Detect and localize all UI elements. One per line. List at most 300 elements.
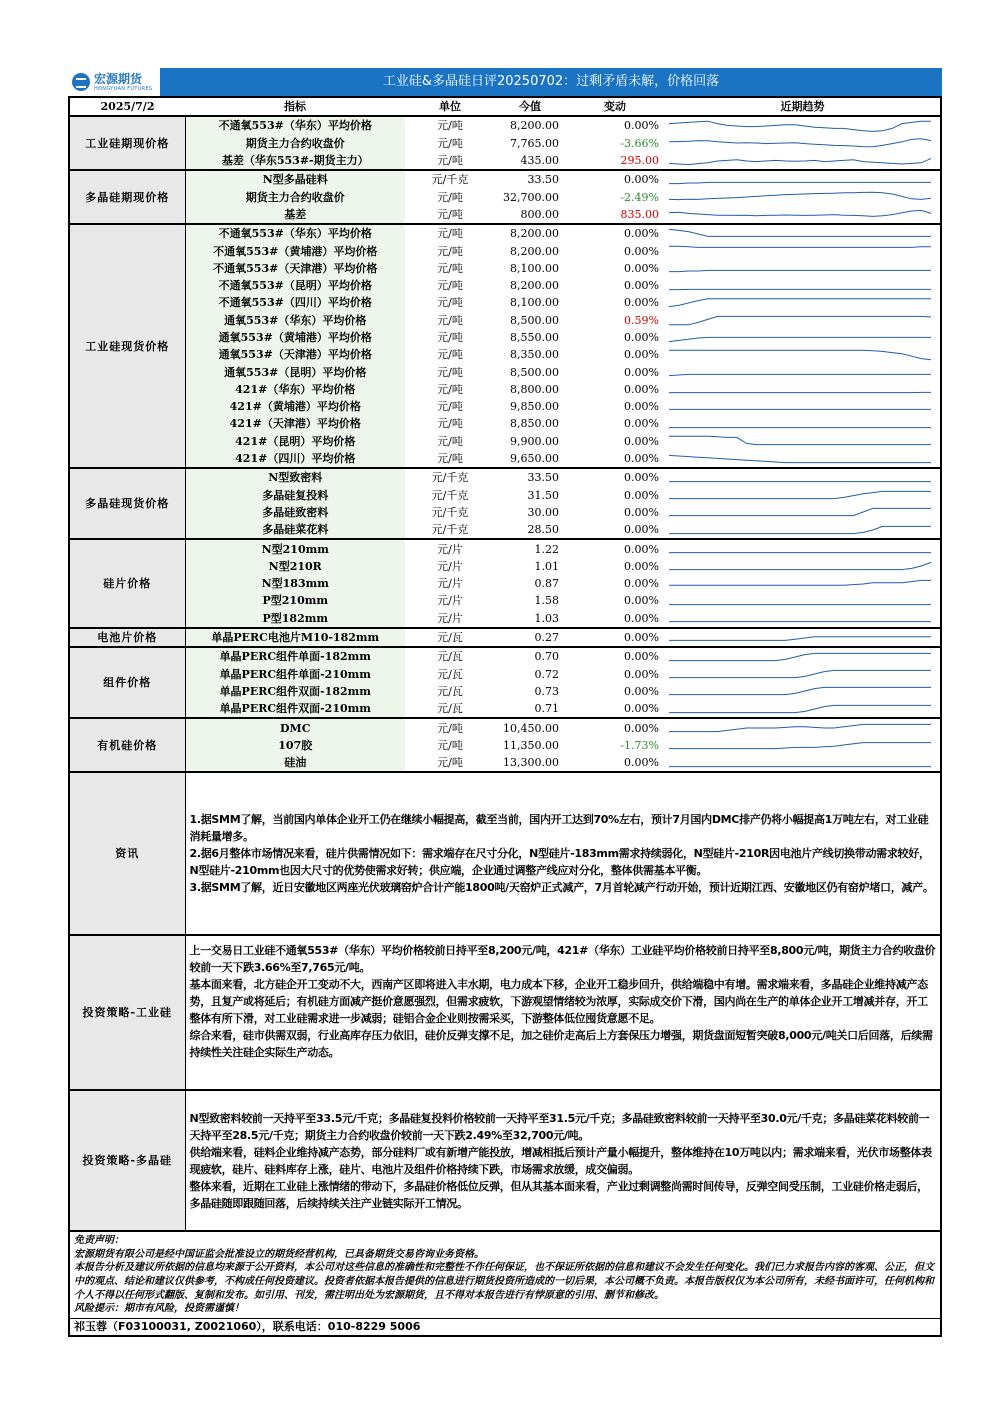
indicator-name: 通氧553#（黄埔港）平均价格	[185, 329, 405, 346]
unit-cell: 元/吨	[405, 116, 495, 134]
value-cell: 0.87	[534, 577, 559, 591]
value-cell: 0.73	[534, 684, 559, 698]
indicator-name: 单晶PERC组件双面-182mm	[185, 683, 405, 700]
value-cell: 8,200.00	[495, 224, 565, 242]
sparkline-cell	[665, 647, 940, 665]
table-row	[70, 312, 940, 329]
sparkline-path	[669, 211, 931, 217]
unit-cell: 元/片	[437, 559, 463, 573]
sparkline-cell	[665, 433, 940, 450]
table-row	[70, 575, 940, 592]
sparkline-chart	[665, 172, 935, 188]
sparkline-cell	[665, 224, 940, 242]
unit-cell: 元/吨	[437, 244, 463, 258]
unit-cell: 元/吨	[405, 224, 495, 242]
sparkline-chart	[665, 381, 935, 397]
table-body	[70, 116, 940, 771]
value-cell: 800.00	[520, 207, 559, 221]
value-cell: 0.70	[495, 647, 565, 665]
sparkline-path	[669, 182, 931, 183]
unit-cell: 元/吨	[437, 400, 463, 414]
sparkline-path	[669, 526, 931, 533]
disclaimer-line: 宏源期货有限公司是经中国证监会批准设立的期货经营机构，已具备期货交易咨询业务资格。	[74, 1248, 484, 1260]
unit-cell: 元/瓦	[437, 684, 463, 698]
change-cell: 0.00%	[565, 628, 665, 647]
strategy-si-paragraph: 综合来看，硅市供需双弱，行业高库存压力依旧，硅价反弹支撑不足，加之硅价走高后上方套保压力增强，期货盘面短暂突破8,000元/吨关口后回落，后续需持续性关注硅企实际生产动态。	[189, 1029, 933, 1060]
unit-cell: 元/千克	[431, 488, 469, 502]
table-row	[70, 718, 940, 736]
value-cell: 13,300.00	[503, 756, 559, 770]
sparkline-cell	[665, 294, 940, 311]
unit-cell: 元/吨	[437, 452, 463, 466]
indicator-name: 通氧553#（华东）平均价格	[185, 312, 405, 329]
change-cell: 0.00%	[624, 684, 659, 698]
unit-cell: 元/瓦	[405, 647, 495, 665]
strategy-si-paragraph: 基本面来看，北方硅企开工变动不大，西南产区即将进入丰水期，电力成本下移，企业开工稳步回升，供给端稳中有增。需求端来看，多晶硅企业维持减产态势，且复产或将延后；有机硅方面减产挺价意愿强烈，但需求疲软，下游观望情绪较为浓厚，实际成交价下滑，国内尚在生产的单体企业开工增减并存，开工整体有所下滑，对工业硅需求进一步减弱；硅铝合金企业则按需采买，下游整体低位囤货意愿不足。	[189, 978, 928, 1026]
company-logo	[68, 68, 158, 96]
sparkline-chart	[665, 118, 935, 134]
change-cell: 0.00%	[624, 434, 659, 448]
disclaimer	[70, 1230, 940, 1318]
indicator-name: 单晶PERC组件双面-210mm	[185, 700, 405, 718]
unit-cell: 元/吨	[437, 434, 463, 448]
sparkline-cell	[665, 206, 940, 224]
sparkline-path	[669, 229, 931, 236]
change-cell: 0.00%	[624, 417, 659, 431]
sparkline-cell	[665, 718, 940, 736]
change-cell: 0.00%	[565, 718, 665, 736]
report-title: 工业硅&多晶硅日评20250702：过剩矛盾未解，价格回落	[160, 68, 942, 96]
sparkline-chart	[665, 558, 935, 574]
table-row	[70, 242, 940, 259]
strategy-poly-paragraph: 整体来看，近期在工业硅上涨情绪的带动下，多晶硅价格低位反弹，但从其基本面来看，产业过剩调整尚需时间传导，反弹空间受压制，工业硅价格走弱后，多晶硅随即跟随回落，后续持续关注产业链实际开工情况。	[189, 1179, 928, 1210]
table-row	[70, 521, 940, 539]
change-cell: 0.00%	[624, 296, 659, 310]
unit-cell: 元/吨	[437, 756, 463, 770]
sparkline-path	[669, 337, 931, 341]
strategy-si-paragraph: 上一交易日工业硅不通氧553#（华东）平均价格较前日持平至8,200元/吨，421#（华东）工业硅平均价格较前日持平至8,800元/吨，期货主力合约收盘价较前一天下跌3.66%至7,765元/吨。	[189, 944, 936, 975]
sparkline-cell	[665, 575, 940, 592]
change-cell: 0.00%	[624, 400, 659, 414]
sparkline-path	[669, 299, 931, 307]
table-row	[70, 135, 940, 152]
indicator-name: 不通氧553#（华东）平均价格	[185, 224, 405, 242]
logo-text-en: HONGYUAN FUTURES	[94, 85, 153, 92]
value-cell: 31.50	[527, 488, 559, 502]
sparkline-cell	[665, 558, 940, 575]
header-today: 今值	[495, 98, 565, 116]
sparkline-chart	[665, 666, 935, 682]
sparkline-chart	[665, 295, 935, 311]
change-cell: 0.00%	[624, 488, 659, 502]
indicator-name: 通氧553#（昆明）平均价格	[185, 363, 405, 380]
sparkline-path	[669, 271, 931, 272]
sparkline-path	[669, 653, 931, 660]
value-cell: 0.27	[495, 628, 565, 647]
unit-cell: 元/吨	[437, 154, 463, 168]
change-cell: 0.00%	[624, 756, 659, 770]
unit-cell: 元/片	[437, 611, 463, 625]
unit-cell: 元/千克	[405, 468, 495, 486]
sparkline-cell	[665, 329, 940, 346]
sparkline-path	[669, 705, 931, 712]
indicator-name: N型210R	[185, 558, 405, 575]
sparkline-cell	[665, 468, 940, 486]
table-row	[70, 329, 940, 346]
sparkline-path	[669, 350, 931, 360]
report-header	[68, 68, 942, 96]
unit-cell: 元/瓦	[405, 628, 495, 647]
sparkline-chart	[665, 470, 935, 486]
change-cell: 0.00%	[624, 382, 659, 396]
value-cell: 1.03	[534, 611, 559, 625]
strategy-poly-body	[185, 1090, 940, 1230]
header-indicator: 指标	[185, 98, 405, 116]
sparkline-cell	[665, 312, 940, 329]
unit-cell: 元/吨	[437, 279, 463, 293]
table-row	[70, 610, 940, 628]
unit-cell: 元/千克	[405, 170, 495, 188]
indicator-name: 多晶硅菜花料	[185, 521, 405, 539]
value-cell: 7,765.00	[510, 136, 559, 150]
sparkline-cell	[665, 521, 940, 539]
value-cell: 28.50	[527, 523, 559, 537]
table-row	[70, 433, 940, 450]
unit-cell: 元/吨	[437, 261, 463, 275]
sparkline-cell	[665, 415, 940, 432]
sparkline-chart	[665, 610, 935, 626]
indicator-name: 不通氧553#（华东）平均价格	[185, 116, 405, 134]
news-paragraph: 3.据SMM了解，近日安徽地区两座光伏玻璃窑炉合计产能1800吨/天窑炉正式减产，7月首轮减产行动开始，预计近期江西、安徽地区仍有窑炉堵口，减产。	[189, 881, 934, 895]
sparkline-chart	[665, 522, 935, 538]
change-cell: 0.00%	[624, 667, 659, 681]
change-cell: 0.00%	[565, 170, 665, 188]
sparkline-cell	[665, 170, 940, 188]
sparkline-chart	[665, 755, 935, 771]
sparkline-cell	[665, 504, 940, 521]
change-cell: 0.00%	[565, 468, 665, 486]
sparkline-cell	[665, 666, 940, 683]
indicator-name: 421#（华东）平均价格	[185, 381, 405, 398]
sparkline-cell	[665, 539, 940, 557]
sparkline-chart	[665, 243, 935, 259]
sparkline-path	[669, 192, 931, 199]
indicator-name: 单晶PERC电池片M10-182mm	[185, 628, 405, 647]
change-cell: 0.00%	[624, 261, 659, 275]
disclaimer-line: 本报告分析及建议所依据的信息均来源于公开资料，本公司对这些信息的准确性和完整性不作任何保证，也不保证所依据的信息和建议不会发生任何变化。我们已力求报告内容的客观、公正，但文中的观点、结论和建议仅供参考，不构成任何投资建议。投资者依据本报告提供的信息进行期货投资所造成的一切后果，本公司概不负责。本报告版权仅为本公司所有，未经书面许可，任何机构和个人不得以任何形式翻版、复制和发布。如引用、刊发，需注明出处为宏源期货，且不得对本报告进行有悖原意的引用、删节和修改。	[74, 1262, 934, 1301]
header-unit: 单位	[405, 98, 495, 116]
sparkline-cell	[665, 116, 940, 134]
value-cell: 11,350.00	[503, 738, 559, 752]
value-cell: 10,450.00	[495, 718, 565, 736]
table-row	[70, 398, 940, 415]
table-row	[70, 152, 940, 170]
strategy-poly-paragraph: 供给端来看，硅料企业维持减产态势，部分硅料厂或有新增产能投放，增减相抵后预计产量小幅提升，整体维持在10万吨以内；需求端来看，光伏市场整体表现疲软，硅片、硅料库存上涨，硅片、电池片及组件价格持续下跌，市场需求放缓，成交偏弱。	[189, 1145, 932, 1176]
sparkline-chart	[665, 135, 935, 151]
sparkline-chart	[665, 487, 935, 503]
change-cell: 0.00%	[624, 611, 659, 625]
indicator-name: 不通氧553#（昆明）平均价格	[185, 277, 405, 294]
logo-icon	[72, 73, 90, 91]
change-cell: 0.00%	[624, 702, 659, 716]
indicator-name: 单晶PERC组件单面-182mm	[185, 647, 405, 665]
logo-text-cn: 宏源期货	[94, 71, 143, 86]
sparkline-cell	[665, 737, 940, 754]
sparkline-path	[669, 509, 931, 516]
price-table	[70, 98, 940, 771]
sparkline-cell	[665, 242, 940, 259]
sparkline-path	[669, 724, 931, 731]
table-row	[70, 666, 940, 683]
sparkline-path	[669, 563, 931, 570]
sparkline-chart	[665, 347, 935, 363]
indicator-name: 421#（黄埔港）平均价格	[185, 398, 405, 415]
indicator-name: 基差（华东553#-期货主力）	[185, 152, 405, 170]
change-cell: 0.00%	[624, 348, 659, 362]
header-trend: 近期趋势	[665, 98, 940, 116]
change-cell: -3.66%	[620, 136, 659, 150]
indicator-name: 421#（天津港）平均价格	[185, 415, 405, 432]
unit-cell: 元/吨	[437, 417, 463, 431]
table-row	[70, 700, 940, 718]
sparkline-path	[669, 158, 931, 164]
strategy-si-body	[185, 935, 940, 1090]
table-row	[70, 647, 940, 665]
report-page	[68, 68, 942, 1337]
unit-cell: 元/吨	[437, 365, 463, 379]
value-cell: 9,650.00	[510, 452, 559, 466]
sparkline-path	[669, 436, 931, 444]
table-row	[70, 558, 940, 575]
news-paragraph: 1.据SMM了解，当前国内单体企业开工仍在继续小幅提高，截至当前，国内开工达到70%左右，预计7月国内DMC排产仍将小幅提高1万吨左右，对工业硅消耗量增多。	[189, 813, 929, 844]
analyst-contact: 祁玉蓉（F03100031, Z0021060），联系电话：010-8229 5006	[70, 1318, 940, 1335]
table-row	[70, 346, 940, 363]
unit-cell: 元/吨	[437, 382, 463, 396]
unit-cell: 元/吨	[437, 331, 463, 344]
value-cell: 33.50	[495, 170, 565, 188]
sparkline-chart	[665, 312, 935, 328]
unit-cell: 元/片	[437, 594, 463, 608]
strategy-si-section	[70, 935, 940, 1090]
change-cell: 0.00%	[624, 523, 659, 537]
table-row	[70, 294, 940, 311]
table-row	[70, 683, 940, 700]
change-cell: 0.00%	[624, 279, 659, 293]
table-row	[70, 754, 940, 771]
value-cell: 8,550.00	[510, 331, 559, 344]
value-cell: 9,900.00	[510, 434, 559, 448]
strategy-poly-paragraph: N型致密料较前一天持平至33.5元/千克；多晶硅复投料价格较前一天持平至31.5元/千克；多晶硅致密料较前一天持平至30.0元/千克；多晶硅菜花料较前一天持平至28.5元/千克；期货主力合约收盘价较前一天下跌2.49%至32,700元/吨。	[189, 1111, 930, 1142]
sparkline-chart	[665, 433, 935, 449]
unit-cell: 元/片	[437, 577, 463, 591]
change-cell: -1.73%	[620, 738, 659, 752]
indicator-name: 不通氧553#（四川）平均价格	[185, 294, 405, 311]
value-cell: 8,350.00	[510, 348, 559, 362]
indicator-name: N型致密料	[185, 468, 405, 486]
change-cell: 295.00	[620, 154, 659, 168]
strategy-si-category: 投资策略-工业硅	[70, 935, 185, 1090]
indicator-name: N型多晶硅料	[185, 170, 405, 188]
indicator-name: 不通氧553#（天津港）平均价格	[185, 260, 405, 277]
sparkline-cell	[665, 754, 940, 771]
unit-cell: 元/吨	[437, 136, 463, 150]
value-cell: 8,500.00	[510, 365, 559, 379]
unit-cell: 元/吨	[437, 207, 463, 221]
table-row	[70, 277, 940, 294]
sparkline-cell	[665, 277, 940, 294]
change-cell: 0.00%	[565, 539, 665, 557]
sparkline-chart	[665, 593, 935, 609]
group-category: 电池片价格	[70, 628, 185, 647]
unit-cell: 元/吨	[437, 348, 463, 362]
unit-cell: 元/吨	[405, 718, 495, 736]
sparkline-cell	[665, 683, 940, 700]
value-cell: 8,200.00	[510, 244, 559, 258]
unit-cell: 元/瓦	[437, 667, 463, 681]
indicator-name: 单晶PERC组件单面-210mm	[185, 666, 405, 683]
indicator-name: 硅油	[185, 754, 405, 771]
value-cell: 9,850.00	[510, 400, 559, 414]
text-sections	[70, 771, 940, 1230]
sparkline-chart	[665, 649, 935, 665]
indicator-name: 421#（昆明）平均价格	[185, 433, 405, 450]
sparkline-cell	[665, 346, 940, 363]
indicator-name: 107胶	[185, 737, 405, 754]
value-cell: 0.71	[534, 702, 559, 716]
sparkline-cell	[665, 628, 940, 647]
table-row	[70, 363, 940, 380]
group-category: 多晶硅现货价格	[70, 468, 185, 539]
sparkline-path	[669, 317, 931, 325]
unit-cell: 元/吨	[437, 296, 463, 310]
sparkline-path	[669, 121, 931, 131]
value-cell: 32,700.00	[503, 190, 559, 204]
sparkline-path	[669, 636, 931, 640]
strategy-poly-section	[70, 1090, 940, 1230]
table-row	[70, 468, 940, 486]
sparkline-cell	[665, 152, 940, 170]
value-cell: 1.01	[534, 559, 559, 573]
sparkline-chart	[665, 330, 935, 346]
sparkline-chart	[665, 541, 935, 557]
unit-cell: 元/千克	[431, 505, 469, 519]
value-cell: 8,500.00	[510, 313, 559, 327]
value-cell: 8,850.00	[510, 417, 559, 431]
table-row	[70, 592, 940, 609]
change-cell: 0.00%	[624, 559, 659, 573]
indicator-name: P型210mm	[185, 592, 405, 609]
indicator-name: 基差	[185, 206, 405, 224]
sparkline-path	[669, 743, 931, 749]
unit-cell: 元/吨	[437, 313, 463, 327]
value-cell: 435.00	[520, 154, 559, 168]
sparkline-cell	[665, 700, 940, 718]
table-row	[70, 116, 940, 134]
sparkline-path	[669, 246, 931, 247]
header-date: 2025/7/2	[70, 98, 185, 116]
change-cell: 0.00%	[624, 452, 659, 466]
table-row	[70, 539, 940, 557]
table-header-row	[70, 98, 940, 116]
sparkline-path	[669, 492, 931, 499]
group-category: 有机硅价格	[70, 718, 185, 771]
strategy-poly-category: 投资策略-多晶硅	[70, 1090, 185, 1230]
table-row	[70, 504, 940, 521]
value-cell: 0.72	[534, 667, 559, 681]
change-cell: 0.00%	[624, 594, 659, 608]
indicator-name: 不通氧553#（黄埔港）平均价格	[185, 242, 405, 259]
sparkline-chart	[665, 226, 935, 242]
sparkline-chart	[665, 189, 935, 205]
sparkline-chart	[665, 504, 935, 520]
table-row	[70, 170, 940, 188]
group-category: 硅片价格	[70, 539, 185, 627]
sparkline-chart	[665, 737, 935, 753]
sparkline-cell	[665, 487, 940, 504]
change-cell: 0.00%	[624, 505, 659, 519]
report-frame	[68, 96, 942, 1337]
sparkline-path	[669, 455, 931, 462]
indicator-name: 通氧553#（天津港）平均价格	[185, 346, 405, 363]
table-row	[70, 737, 940, 754]
value-cell: 30.00	[527, 505, 559, 519]
table-row	[70, 450, 940, 468]
value-cell: 33.50	[495, 468, 565, 486]
unit-cell: 元/吨	[437, 190, 463, 204]
sparkline-chart	[665, 416, 935, 432]
sparkline-chart	[665, 683, 935, 699]
table-row	[70, 188, 940, 205]
indicator-name: DMC	[185, 718, 405, 736]
indicator-name: N型183mm	[185, 575, 405, 592]
sparkline-chart	[665, 576, 935, 592]
change-cell: 835.00	[620, 207, 659, 221]
news-paragraph: 2.据6月整体市场情况来看，硅片供需情况如下：需求端存在尺寸分化，N型硅片-183mm需求持续弱化，N型硅片-210R因电池片产线切换带动需求较好，N型硅片-210mm也因大尺寸的优势使需求好转；供应端，企业通过调整产线应对分化，整体供需基本平衡。	[189, 847, 930, 878]
sparkline-cell	[665, 260, 940, 277]
sparkline-chart	[665, 260, 935, 276]
sparkline-chart	[665, 720, 935, 736]
change-cell: 0.00%	[624, 244, 659, 258]
group-category: 多晶硅期现价格	[70, 170, 185, 224]
sparkline-chart	[665, 701, 935, 717]
change-cell: 0.00%	[624, 577, 659, 591]
sparkline-cell	[665, 398, 940, 415]
change-cell: 0.00%	[624, 331, 659, 344]
group-category: 组件价格	[70, 647, 185, 718]
table-row	[70, 206, 940, 224]
indicator-name: 期货主力合约收盘价	[185, 135, 405, 152]
change-cell: 0.59%	[624, 313, 659, 327]
unit-cell: 元/吨	[437, 738, 463, 752]
unit-cell: 元/瓦	[437, 702, 463, 716]
change-cell: 0.00%	[565, 224, 665, 242]
sparkline-chart	[665, 153, 935, 169]
news-body	[185, 772, 940, 935]
sparkline-cell	[665, 188, 940, 205]
sparkline-path	[669, 374, 931, 375]
sparkline-cell	[665, 135, 940, 152]
change-cell: 0.00%	[565, 647, 665, 665]
table-row	[70, 381, 940, 398]
unit-cell: 元/千克	[431, 523, 469, 537]
change-cell: -2.49%	[620, 190, 659, 204]
sparkline-chart	[665, 399, 935, 415]
table-row	[70, 628, 940, 647]
sparkline-chart	[665, 451, 935, 467]
sparkline-path	[669, 688, 931, 695]
sparkline-path	[669, 139, 931, 147]
news-section	[70, 772, 940, 935]
